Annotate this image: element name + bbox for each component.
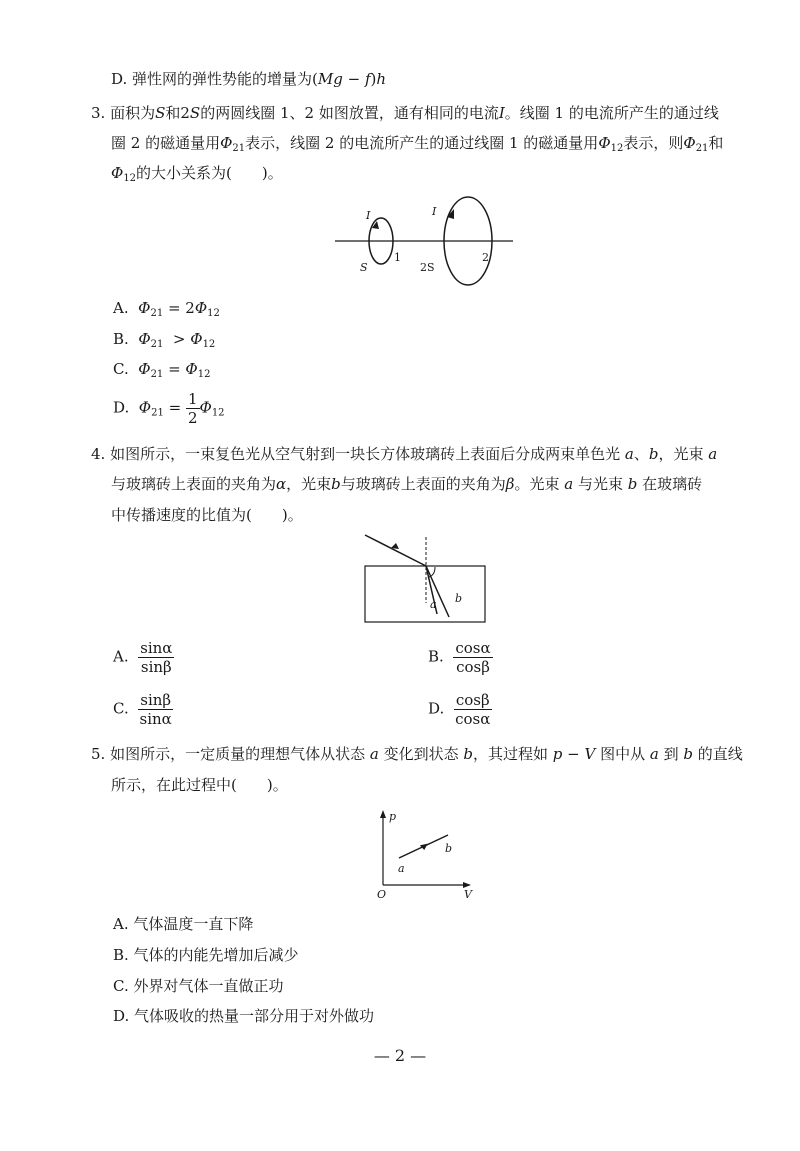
q3-option-a: A. $\Phi_{21} = 2\Phi_{12}$ xyxy=(113,299,220,319)
label-p: p xyxy=(389,810,397,823)
q4-stem-line1: 4. 如图所示，一束复色光从空气射到一块长方体玻璃砖上表面后分成两束单色光 a、b，光束 a xyxy=(91,445,718,463)
q3-option-b: B. $\Phi_{21} > \Phi_{12}$ xyxy=(113,330,216,350)
q3-coil-figure xyxy=(335,195,515,290)
q5-option-a: A. 气体温度一直下降 xyxy=(113,915,254,933)
q3-stem-line3: $\Phi_{12}$的大小关系为( )。 xyxy=(111,164,283,184)
q4-option-a: A. $\frac{\sin\alpha}{\sin\beta}$ xyxy=(113,639,173,676)
q4-glass-figure xyxy=(365,535,487,625)
label-I1: I xyxy=(366,209,371,222)
page-number: — 2 — xyxy=(373,1046,427,1065)
label-V: V xyxy=(464,888,472,901)
label-2: 2 xyxy=(482,251,489,264)
p-axis-arrow xyxy=(380,810,386,818)
q5-stem-line2: 所示，在此过程中( )。 xyxy=(111,776,288,794)
q5-stem-line1: 5. 如图所示，一定质量的理想气体从状态 a 变化到状态 b，其过程如 p − V 图中从 a 到 b 的直线 xyxy=(91,745,743,763)
label-O: O xyxy=(377,888,387,901)
q3-stem-line2: 圈 2 的磁通量用$\Phi_{21}$表示，线圈 2 的电流所产生的通过线圈 1 的磁通量用$\Phi_{12}$表示，则$\Phi_{21}$和 xyxy=(111,134,724,154)
q4-stem-line2: 与玻璃砖上表面的夹角为α，光束b与玻璃砖上表面的夹角为β。光束 a 与光束 b 在玻璃砖 xyxy=(111,475,703,493)
label-a: a xyxy=(430,598,437,611)
q4-option-b: B. $\frac{\cos\alpha}{\cos\beta}$ xyxy=(428,639,491,676)
label-a: a xyxy=(398,862,405,875)
q3-stem-line1: 3. 面积为S和2S的两圆线圈 1、2 如图放置，通有相同的电流I。线圈 1 的电流所产生的通过线 xyxy=(91,104,719,122)
q2-option-d: D. 弹性网的弹性势能的增量为(Mg − f)h xyxy=(111,70,387,88)
label-b: b xyxy=(445,842,453,855)
label-I2: I xyxy=(432,205,437,218)
q5-pv-figure xyxy=(372,810,482,905)
q5-option-d: D. 气体吸收的热量一部分用于对外做功 xyxy=(113,1007,375,1025)
label-2S: 2S xyxy=(420,261,435,274)
q4-stem-line3: 中传播速度的比值为( )。 xyxy=(111,506,303,524)
q4-option-c: C. $\frac{\sin\beta}{\sin\alpha}$ xyxy=(113,691,172,728)
glass-block xyxy=(365,566,485,622)
q3-option-d: D. $\Phi_{21}$ = $\frac{1}{2}$ $\Phi_{12}$ xyxy=(113,390,225,427)
q3-option-c: C. $\Phi_{21} = \Phi_{12}$ xyxy=(113,360,211,380)
q5-option-c: C. 外界对气体一直做正功 xyxy=(113,977,284,995)
incident-arrow xyxy=(391,543,399,549)
label-1: 1 xyxy=(394,251,401,264)
label-b: b xyxy=(455,592,463,605)
q4-option-d: D. $\frac{\cos\beta}{\cos\alpha}$ xyxy=(428,691,491,728)
incident-ray xyxy=(365,535,426,566)
label-S: S xyxy=(360,261,368,274)
q5-option-b: B. 气体的内能先增加后减少 xyxy=(113,946,299,964)
